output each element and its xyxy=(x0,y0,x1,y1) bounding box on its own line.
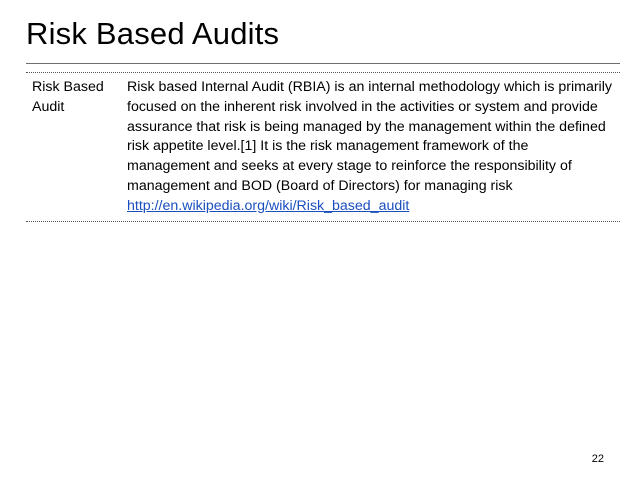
definition-body xyxy=(122,78,620,217)
definition-text: Risk based Internal Audit (RBIA) is an internal methodology which is primarily focused on the inherent risk involved in the activities or system and provide assurance that risk is being managed by the management within the defined risk appetite level.[1] It is the risk management framework of the management and seeks at every stage to reinforce the responsibility of management and BOD (Board of Directors) for managing risk xyxy=(127,79,612,194)
title-divider xyxy=(26,63,620,64)
definition-term: Risk Based Audit xyxy=(32,79,104,115)
page-number: 22 xyxy=(591,453,604,465)
slide-title: Risk Based Audits xyxy=(26,16,280,51)
source-link[interactable]: http://en.wikipedia.org/wiki/Risk_based_audit xyxy=(127,197,410,214)
definition-table xyxy=(26,72,620,222)
